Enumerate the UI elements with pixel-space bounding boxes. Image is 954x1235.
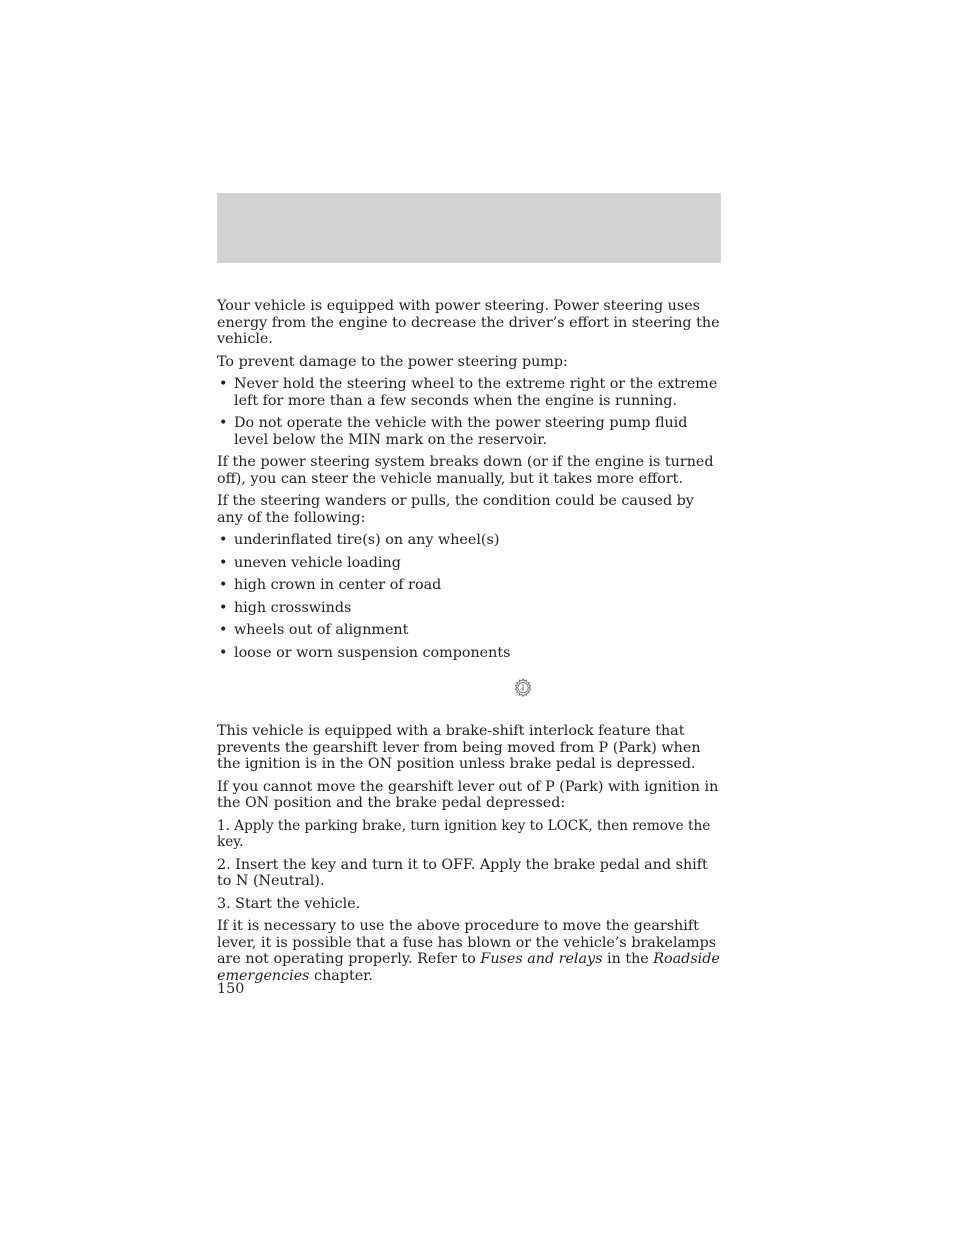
step-item: 1. Apply the parking brake, turn ignition key to LOCK, then remove the key. xyxy=(217,817,711,850)
power-steering-intro: Your vehicle is equipped with power steering. Power steering uses energy from the engine to decrease the driver’s effort in steering the vehicle. xyxy=(217,298,720,347)
power-steering-section xyxy=(217,298,723,661)
fuses-relays-reference: Fuses and relays xyxy=(480,951,603,967)
interlock-lead: If you cannot move the gearshift lever out of P (Park) with ignition in the ON position and the brake pedal depressed: xyxy=(217,778,719,811)
roadside-emergencies-reference: Roadside emergencies xyxy=(217,951,720,984)
page-content xyxy=(217,298,723,990)
fuse-paragraph xyxy=(217,918,723,984)
list-item: • loose or worn suspension components xyxy=(217,645,723,662)
list-item: • Never hold the steering wheel to the extreme right or the extreme left for more than a few seconds when the engine is running. xyxy=(217,376,723,409)
step-item: 3. Start the vehicle. xyxy=(217,895,361,912)
fuse-text-1: If it is necessary to use the above procedure to move the gearshift lever, it is possible that a fuse has blown or the vehicle’s brakelamps are not operating properly. Refer to xyxy=(217,918,717,967)
list-item: • underinflated tire(s) on any wheel(s) xyxy=(217,532,723,549)
list-item: • wheels out of alignment xyxy=(217,622,723,639)
interlock-intro: This vehicle is equipped with a brake-shift interlock feature that prevents the gearshift lever from being moved from P (Park) when the ignition is in the ON position unless brake pedal is depressed. xyxy=(217,723,701,772)
fuse-text-3: chapter. xyxy=(309,967,373,984)
pump-damage-lead: To prevent damage to the power steering pump: xyxy=(217,353,568,370)
list-item: • uneven vehicle loading xyxy=(217,555,723,572)
fuse-text-2: in the xyxy=(602,951,654,967)
section-header-band xyxy=(217,193,721,263)
interlock-steps xyxy=(217,818,723,913)
list-item: • high crosswinds xyxy=(217,600,723,617)
breakdown-paragraph: If the power steering system breaks down (or if the engine is turned off), you can steer the vehicle manually, but it takes more effort. xyxy=(217,454,714,487)
icon-row xyxy=(217,667,723,721)
maintenance-gear-icon xyxy=(512,677,534,699)
step-item: 2. Insert the key and turn it to OFF. Apply the brake pedal and shift to N (Neutral). xyxy=(217,856,708,889)
list-item: • high crown in center of road xyxy=(217,577,723,594)
list-item: • Do not operate the vehicle with the power steering pump fluid level below the MIN mark on the reservoir. xyxy=(217,415,723,448)
wander-causes-list xyxy=(217,532,723,661)
page-number: 150 xyxy=(217,981,245,997)
brake-shift-interlock-section xyxy=(217,723,723,984)
wander-lead: If the steering wanders or pulls, the condition could be caused by any of the following: xyxy=(217,493,694,526)
pump-precautions-list xyxy=(217,376,723,448)
